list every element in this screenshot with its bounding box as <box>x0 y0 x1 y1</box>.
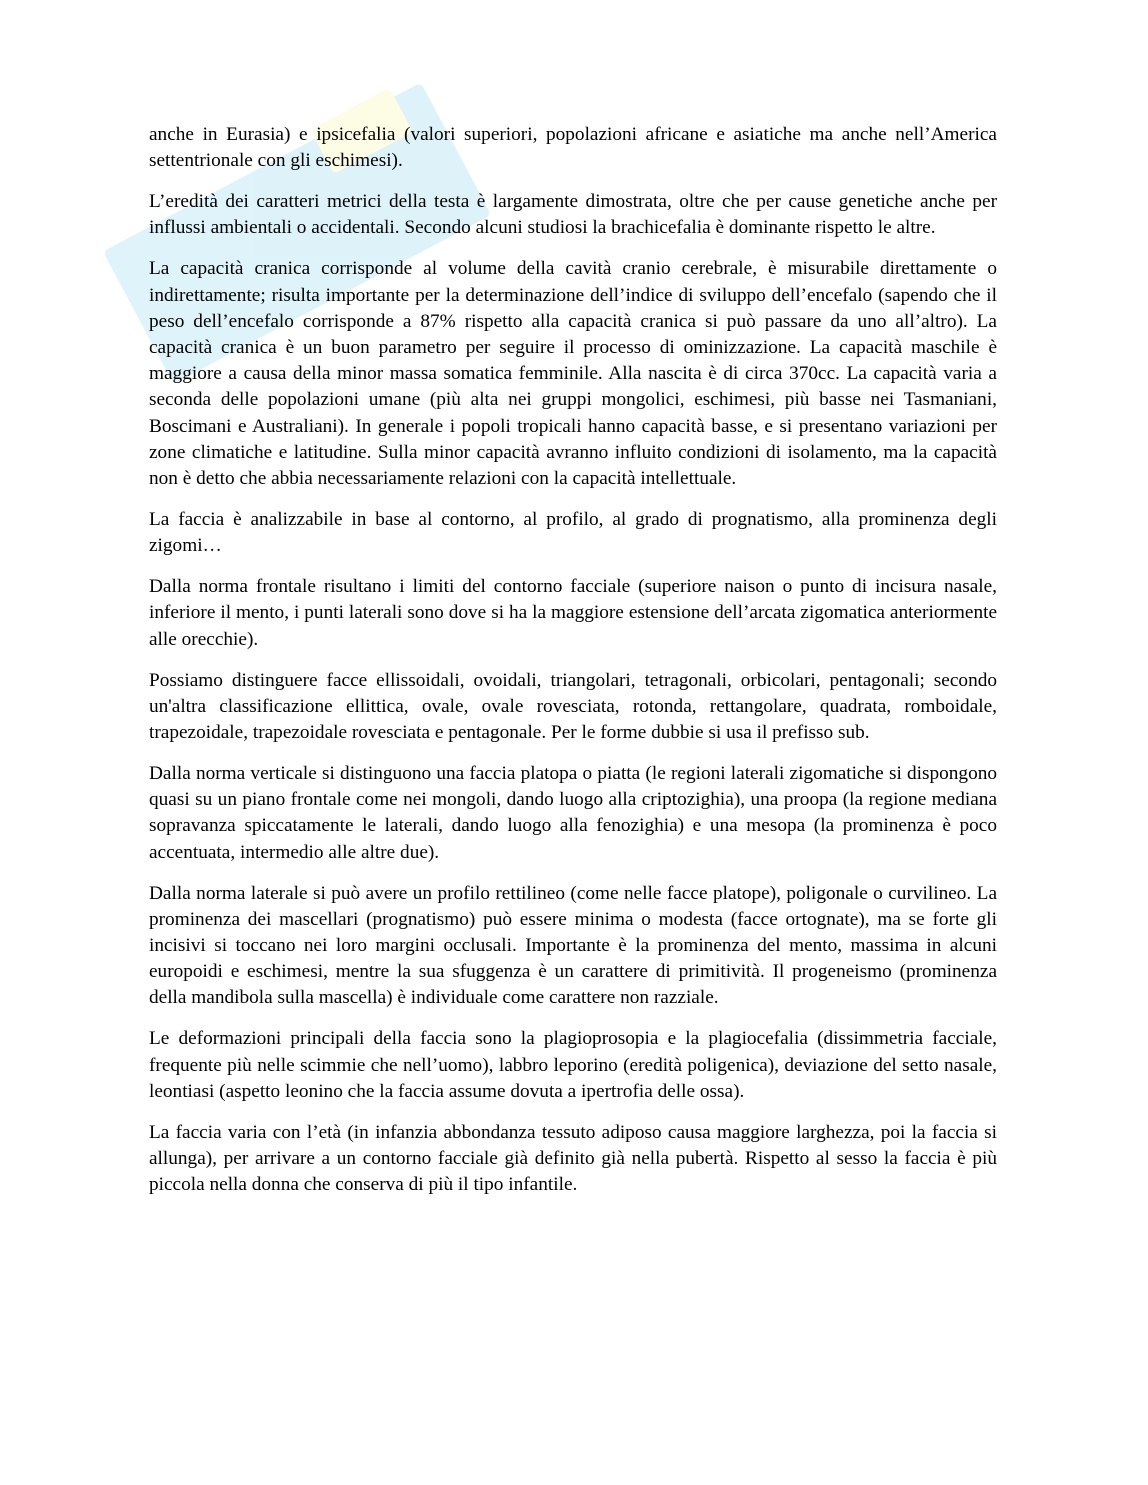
paragraph-5: Dalla norma frontale risultano i limiti del contorno facciale (superiore naison o punto di incisura nasale, inferiore il mento, i punti laterali sono dove si ha la maggiore estensione dell’arcata zigomatica anteriormente alle orecchie). <box>149 576 997 650</box>
paragraph-1: anche in Eurasia) e ipsicefalia (valori superiori, popolazioni africane e asiatiche ma anche nell’America settentrionale con gli eschimesi). <box>149 124 997 172</box>
paragraph-8: Dalla norma laterale si può avere un profilo rettilineo (come nelle facce platope), poligonale o curvilineo. La prominenza dei mascellari (prognatismo) può essere minima o modesta (facce ortognate), ma se forte gli incisivi si toccano nei loro margini occlusali. Importante è la prominenza del mento, massima in alcuni europoidi e eschimesi, mentre la sua sfuggenza è un carattere di primitività. Il progeneismo (prominenza della mandibola sulla mascella) è individuale come carattere non razziale. <box>149 882 997 1009</box>
paragraph-7: Dalla norma verticale si distinguono una faccia platopa o piatta (le regioni laterali zigomatiche si dispongono quasi su un piano frontale come nei mongoli, dando luogo alla criptozighia), una proopa (la regione mediana sopravanza spiccatamente le laterali, dando luogo alla fenozighia) e una mesopa (la prominenza è poco accentuata, intermedio alle altre due). <box>149 763 997 863</box>
paragraph-10: La faccia varia con l’età (in infanzia abbondanza tessuto adiposo causa maggiore larghezza, poi la faccia si allunga), per arrivare a un contorno facciale già definito già nella pubertà. Rispetto al sesso la faccia è più piccola nella donna che conserva di più il tipo infantile. <box>149 1121 997 1196</box>
document-body <box>149 122 997 1198</box>
paragraph-6: Possiamo distinguere facce ellissoidali, ovoidali, triangolari, tetragonali, orbicolari, pentagonali; secondo un'altra classificazione ellittica, ovale, ovale rovesciata, rotonda, rettangolare, quadrata, romboidale, trapezoidale, trapezoidale rovesciata e pentagonale. Per le forme dubbie si usa il prefisso sub. <box>149 669 997 744</box>
paragraph-9: Le deformazioni principali della faccia sono la plagioprosopia e la plagiocefalia (dissimmetria facciale, frequente più nelle scimmie che nell’uomo), labbro leporino (eredità poligenica), deviazione del setto nasale, leontiasi (aspetto leonino che la faccia assume dovuta a ipertrofia delle ossa). <box>149 1028 997 1102</box>
paragraph-4: La faccia è analizzabile in base al contorno, al profilo, al grado di prognatismo, alla prominenza degli zigomi… <box>149 509 997 557</box>
paragraph-2: L’eredità dei caratteri metrici della testa è largamente dimostrata, oltre che per cause genetiche anche per influssi ambientali o accidentali. Secondo alcuni studiosi la brachicefalia è dominante rispetto le altre. <box>149 191 997 239</box>
paragraph-3: La capacità cranica corrisponde al volume della cavità cranio cerebrale, è misurabile direttamente o indirettamente; risulta importante per la determinazione dell’indice di sviluppo dell’encefalo (sapendo che il peso dell’encefalo corrisponde a 87% rispetto alla capacità cranica si può passare da uno all’altro). La capacità cranica è un buon parametro per seguire il processo di ominizzazione. La capacità maschile è maggiore a causa della minor massa somatica femminile. Alla nascita è di circa 370cc. La capacità varia a seconda delle popolazioni umane (più alta nei gruppi mongolici, eschimesi, più basse nei Tasmaniani, Boscimani e Australiani). In generale i popoli tropicali hanno capacità basse, e si presentano variazioni per zone climatiche e latitudine. Sulla minor capacità avranno influito condizioni di isolamento, ma la capacità non è detto che abbia necessariamente relazioni con la capacità intellettuale. <box>149 258 997 490</box>
